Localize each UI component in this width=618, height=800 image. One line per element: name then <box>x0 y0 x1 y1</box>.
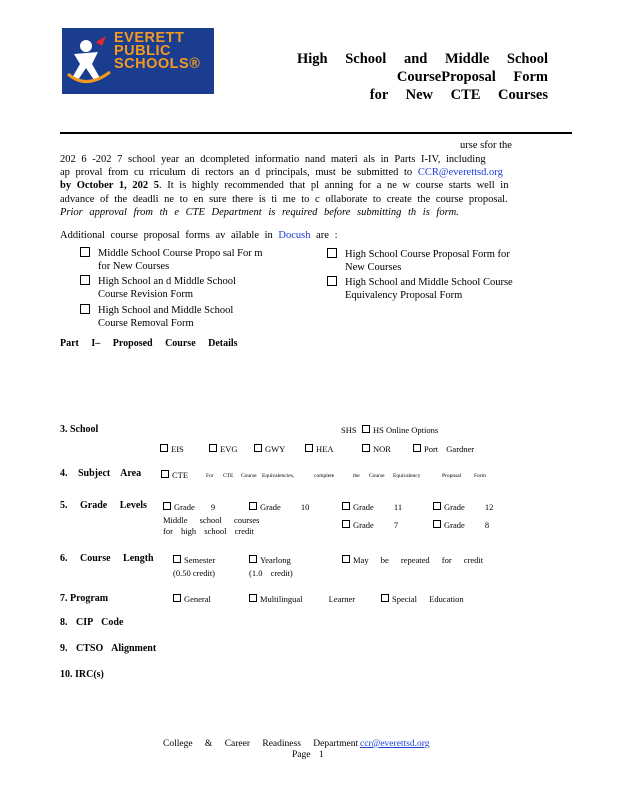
repeatable-checkbox[interactable]: May be repeated for credit <box>342 555 483 565</box>
yearlong-credit: (1.0 credit) <box>249 568 293 578</box>
intro-line-2: ap proval from cu rriculum di rectors an d principals, must be submitted to CCR@everettsd.org <box>60 167 503 178</box>
cip-code-label: 8. CIP Code <box>60 617 124 628</box>
bullet-icon <box>327 276 337 286</box>
title-line-2: CourseProposal Form <box>396 69 548 85</box>
yearlong-checkbox[interactable]: Yearlong <box>249 555 291 565</box>
school-label: 3. School <box>60 424 99 435</box>
header-rule <box>60 132 572 134</box>
title-line-1: High School and Middle School <box>297 51 548 67</box>
shs-label: SHS <box>341 425 357 435</box>
form-link-hs-new[interactable]: High School Course Proposal Form for New Courses <box>327 248 510 274</box>
part-1-heading: Part I– Proposed Course Details <box>60 338 238 349</box>
form-link-equivalency[interactable]: High School and Middle School Course Equivalency Proposal Form <box>327 276 513 302</box>
form-link-ms-new[interactable]: Middle School Course Propo sal For m for New Courses <box>80 247 263 273</box>
program-general-checkbox[interactable]: General <box>173 594 211 604</box>
grade-7-checkbox[interactable]: Grade 7 <box>342 520 398 530</box>
ctso-alignment-label: 9. CTSO Alignment <box>60 643 157 654</box>
hs-online-checkbox[interactable]: HS Online Options <box>362 425 438 435</box>
grade-9-checkbox[interactable]: Grade 9 <box>163 502 215 512</box>
logo-line-2: PUBLIC <box>114 43 171 59</box>
program-sped-checkbox[interactable]: Special Education <box>381 594 464 604</box>
course-length-label: 6. Course Length <box>60 553 154 564</box>
intro-line-1: 202 6 -202 7 school year an dcompleted informatio nand materi als in Parts I-IV, including <box>60 154 486 165</box>
intro-line-0: urse sfor the <box>460 140 512 151</box>
grade-11-checkbox[interactable]: Grade 11 <box>342 502 402 512</box>
logo-line-3: SCHOOLS® <box>114 56 201 72</box>
page-number: Page 1 <box>292 750 324 760</box>
subject-cte-checkbox[interactable]: CTE <box>161 470 188 480</box>
ms-courses-note-line-1: Middle school courses <box>163 515 260 525</box>
school-gwy-checkbox[interactable]: GWY <box>254 444 285 454</box>
grade-8-checkbox[interactable]: Grade 8 <box>433 520 489 530</box>
grade-12-checkbox[interactable]: Grade 12 <box>433 502 493 512</box>
ms-courses-note-line-2: for high school credit <box>163 526 254 536</box>
district-logo <box>62 28 214 94</box>
intro-line-4: advance of the deadli ne to en sure there is ti me to c ollaborate to create the course proposal. <box>60 194 508 205</box>
school-port-gardner-checkbox[interactable]: Port Gardner <box>413 444 474 454</box>
school-eis-checkbox[interactable]: EIS <box>160 444 184 454</box>
semester-credit: (0.50 credit) <box>173 568 216 578</box>
grade-10-checkbox[interactable]: Grade 10 <box>249 502 309 512</box>
footer-email-link[interactable]: ccr@everettsd.org <box>360 739 430 749</box>
ccr-email-link[interactable]: CCR@everettsd.org <box>417 167 503 178</box>
school-nor-checkbox[interactable]: NOR <box>362 444 391 454</box>
deadline-text: by October 1, 202 5 <box>60 180 160 191</box>
semester-checkbox[interactable]: Semester <box>173 555 215 565</box>
docushare-link[interactable]: Docush <box>278 230 311 241</box>
school-evg-checkbox[interactable]: EVG <box>209 444 237 454</box>
bullet-icon <box>80 275 90 285</box>
program-label: 7. Program <box>60 593 109 604</box>
irc-label: 10. IRC(s) <box>60 669 104 680</box>
form-title <box>297 50 548 104</box>
subject-area-label: 4. Subject Area <box>60 468 142 479</box>
logo-line-1: EVERETT <box>114 30 185 46</box>
form-link-hs-ms-revision[interactable]: High School an d Middle School Course Revision Form <box>80 275 236 301</box>
intro-line-5: Prior approval from th e CTE Department is required before submitting th is form. <box>60 207 459 218</box>
footer-department: College & Career Readiness Department <box>163 739 359 749</box>
torch-runner-icon <box>66 34 112 90</box>
title-line-3: for New CTE Courses <box>369 87 548 103</box>
additional-forms-text: Additional course proposal forms av ailable in Docush are : <box>60 230 338 241</box>
program-multilingual-checkbox[interactable]: Multilingual Learner <box>249 594 355 604</box>
bullet-icon <box>80 247 90 257</box>
school-hea-checkbox[interactable]: HEA <box>305 444 333 454</box>
grade-levels-label: 5. Grade Levels <box>60 500 147 511</box>
bullet-icon <box>80 304 90 314</box>
intro-line-3: by October 1, 202 5. It is highly recommended that pl anning for a ne w course starts well in <box>60 180 509 191</box>
bullet-icon <box>327 248 337 258</box>
form-link-hs-ms-removal[interactable]: High School and Middle School Course Removal Form <box>80 304 233 330</box>
equivalency-note: For CTE Course Equivalencies, complete the Course Equivalency Proposal Form <box>206 473 486 479</box>
